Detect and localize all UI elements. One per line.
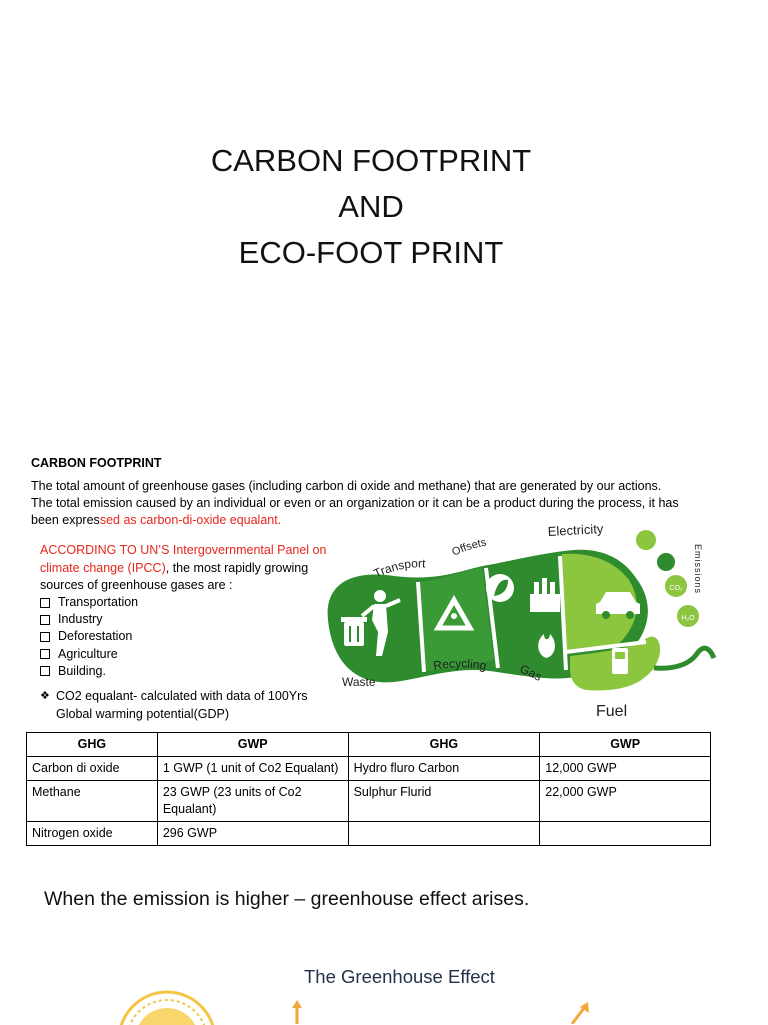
table-cell: Nitrogen oxide	[27, 822, 158, 846]
greenhouse-effect-title: The Greenhouse Effect	[304, 966, 495, 987]
ipcc-statement	[40, 542, 340, 595]
list-item-label: Building.	[58, 663, 106, 678]
column-header: GWP	[540, 733, 711, 757]
column-header: GWP	[157, 733, 348, 757]
title-line-3: ECO-FOOT PRINT	[238, 235, 504, 270]
para-line-3-red: sed as carbon-di-oxide equalant.	[99, 513, 282, 527]
table-cell: Carbon di oxide	[27, 757, 158, 781]
table-row	[27, 781, 711, 822]
checkbox-bullet-icon	[40, 632, 50, 642]
list-item-label: Deforestation	[58, 629, 133, 644]
table-cell: 296 GWP	[157, 822, 348, 846]
table-header-row	[27, 733, 711, 757]
label-waste: Waste	[342, 675, 376, 689]
column-header: GHG	[27, 733, 158, 757]
para-line-1: The total amount of greenhouse gases (including carbon di oxide and methane) that are generated by our actions.	[31, 479, 662, 493]
para-line-3-plain: been expres	[31, 513, 100, 527]
label-recycling: Recycling	[432, 656, 488, 673]
sources-list	[40, 594, 138, 680]
title-line-1: CARBON FOOTPRINT	[210, 143, 532, 178]
fuel-pump-icon	[612, 648, 628, 674]
table-cell: 12,000 GWP	[540, 757, 711, 781]
title-line-2: AND	[338, 189, 404, 224]
label-gas: Gas	[517, 661, 545, 684]
trash-can-icon	[341, 617, 367, 646]
co2-note-text: CO2 equalant- calculated with data of 100Yrs Global warming potential(GDP)	[56, 689, 308, 721]
list-item	[40, 611, 138, 628]
ipcc-red-text: ACCORDING TO UN’S Intergovernmental Panel on climate change (IPCC)	[40, 543, 327, 575]
table-cell: 23 GWP (23 units of Co2 Equalant)	[157, 781, 348, 822]
toe-2	[657, 553, 675, 571]
co2-bubble-label: CO₂	[669, 585, 683, 592]
table-cell	[540, 822, 711, 846]
checkbox-bullet-icon	[40, 598, 50, 608]
table-cell	[348, 822, 540, 846]
fuel-hose	[654, 648, 714, 668]
leaf-icon	[486, 574, 514, 602]
table-cell: Hydro fluro Carbon	[348, 757, 540, 781]
carbon-footprint-illustration	[314, 520, 734, 720]
label-fuel: Fuel	[596, 703, 628, 720]
table-cell: Methane	[27, 781, 158, 822]
ghg-table	[26, 732, 711, 846]
list-item	[40, 646, 138, 663]
checkbox-bullet-icon	[40, 666, 50, 676]
table-cell: 22,000 GWP	[540, 781, 711, 822]
list-item-label: Industry	[58, 612, 103, 627]
toe-1	[636, 530, 656, 550]
column-header: GHG	[348, 733, 540, 757]
label-offsets: Offsets	[450, 536, 488, 559]
footprint-segment-recycling	[418, 568, 494, 672]
table-row	[27, 822, 711, 846]
h2o-bubble-label: H₂O	[681, 615, 695, 622]
para-line-2: The total emission caused by an individual or even or an organization or it can be a product during the process, it has	[31, 496, 679, 510]
section-heading: CARBON FOOTPRINT	[31, 456, 162, 470]
sun-icon	[112, 985, 222, 1025]
label-emissions: Emissions	[693, 544, 703, 595]
table-row	[27, 757, 711, 781]
list-item-label: Transportation	[58, 595, 139, 609]
arrow-diagonal-icon	[570, 1000, 592, 1024]
checkbox-bullet-icon	[40, 615, 50, 625]
table-cell: Sulphur Flurid	[348, 781, 540, 822]
label-electricity: Electricity	[547, 521, 604, 539]
list-item	[40, 628, 138, 645]
arrow-up-icon	[290, 998, 304, 1024]
ipcc-rest-text: , the most rapidly growing sources of greenhouse gases are :	[40, 560, 309, 592]
list-item-label: Agriculture	[58, 646, 118, 661]
greenhouse-statement: When the emission is higher – greenhouse effect arises.	[44, 888, 530, 910]
page-title	[0, 138, 742, 276]
co2-note	[40, 688, 340, 723]
list-item	[40, 594, 138, 611]
list-item	[40, 663, 138, 680]
fuel-pump-window	[615, 652, 625, 659]
checkbox-bullet-icon	[40, 649, 50, 659]
label-transport: Transport	[371, 556, 426, 581]
diamond-bullet-icon: ❖	[40, 690, 50, 702]
table-cell: 1 GWP (1 unit of Co2 Equalant)	[157, 757, 348, 781]
